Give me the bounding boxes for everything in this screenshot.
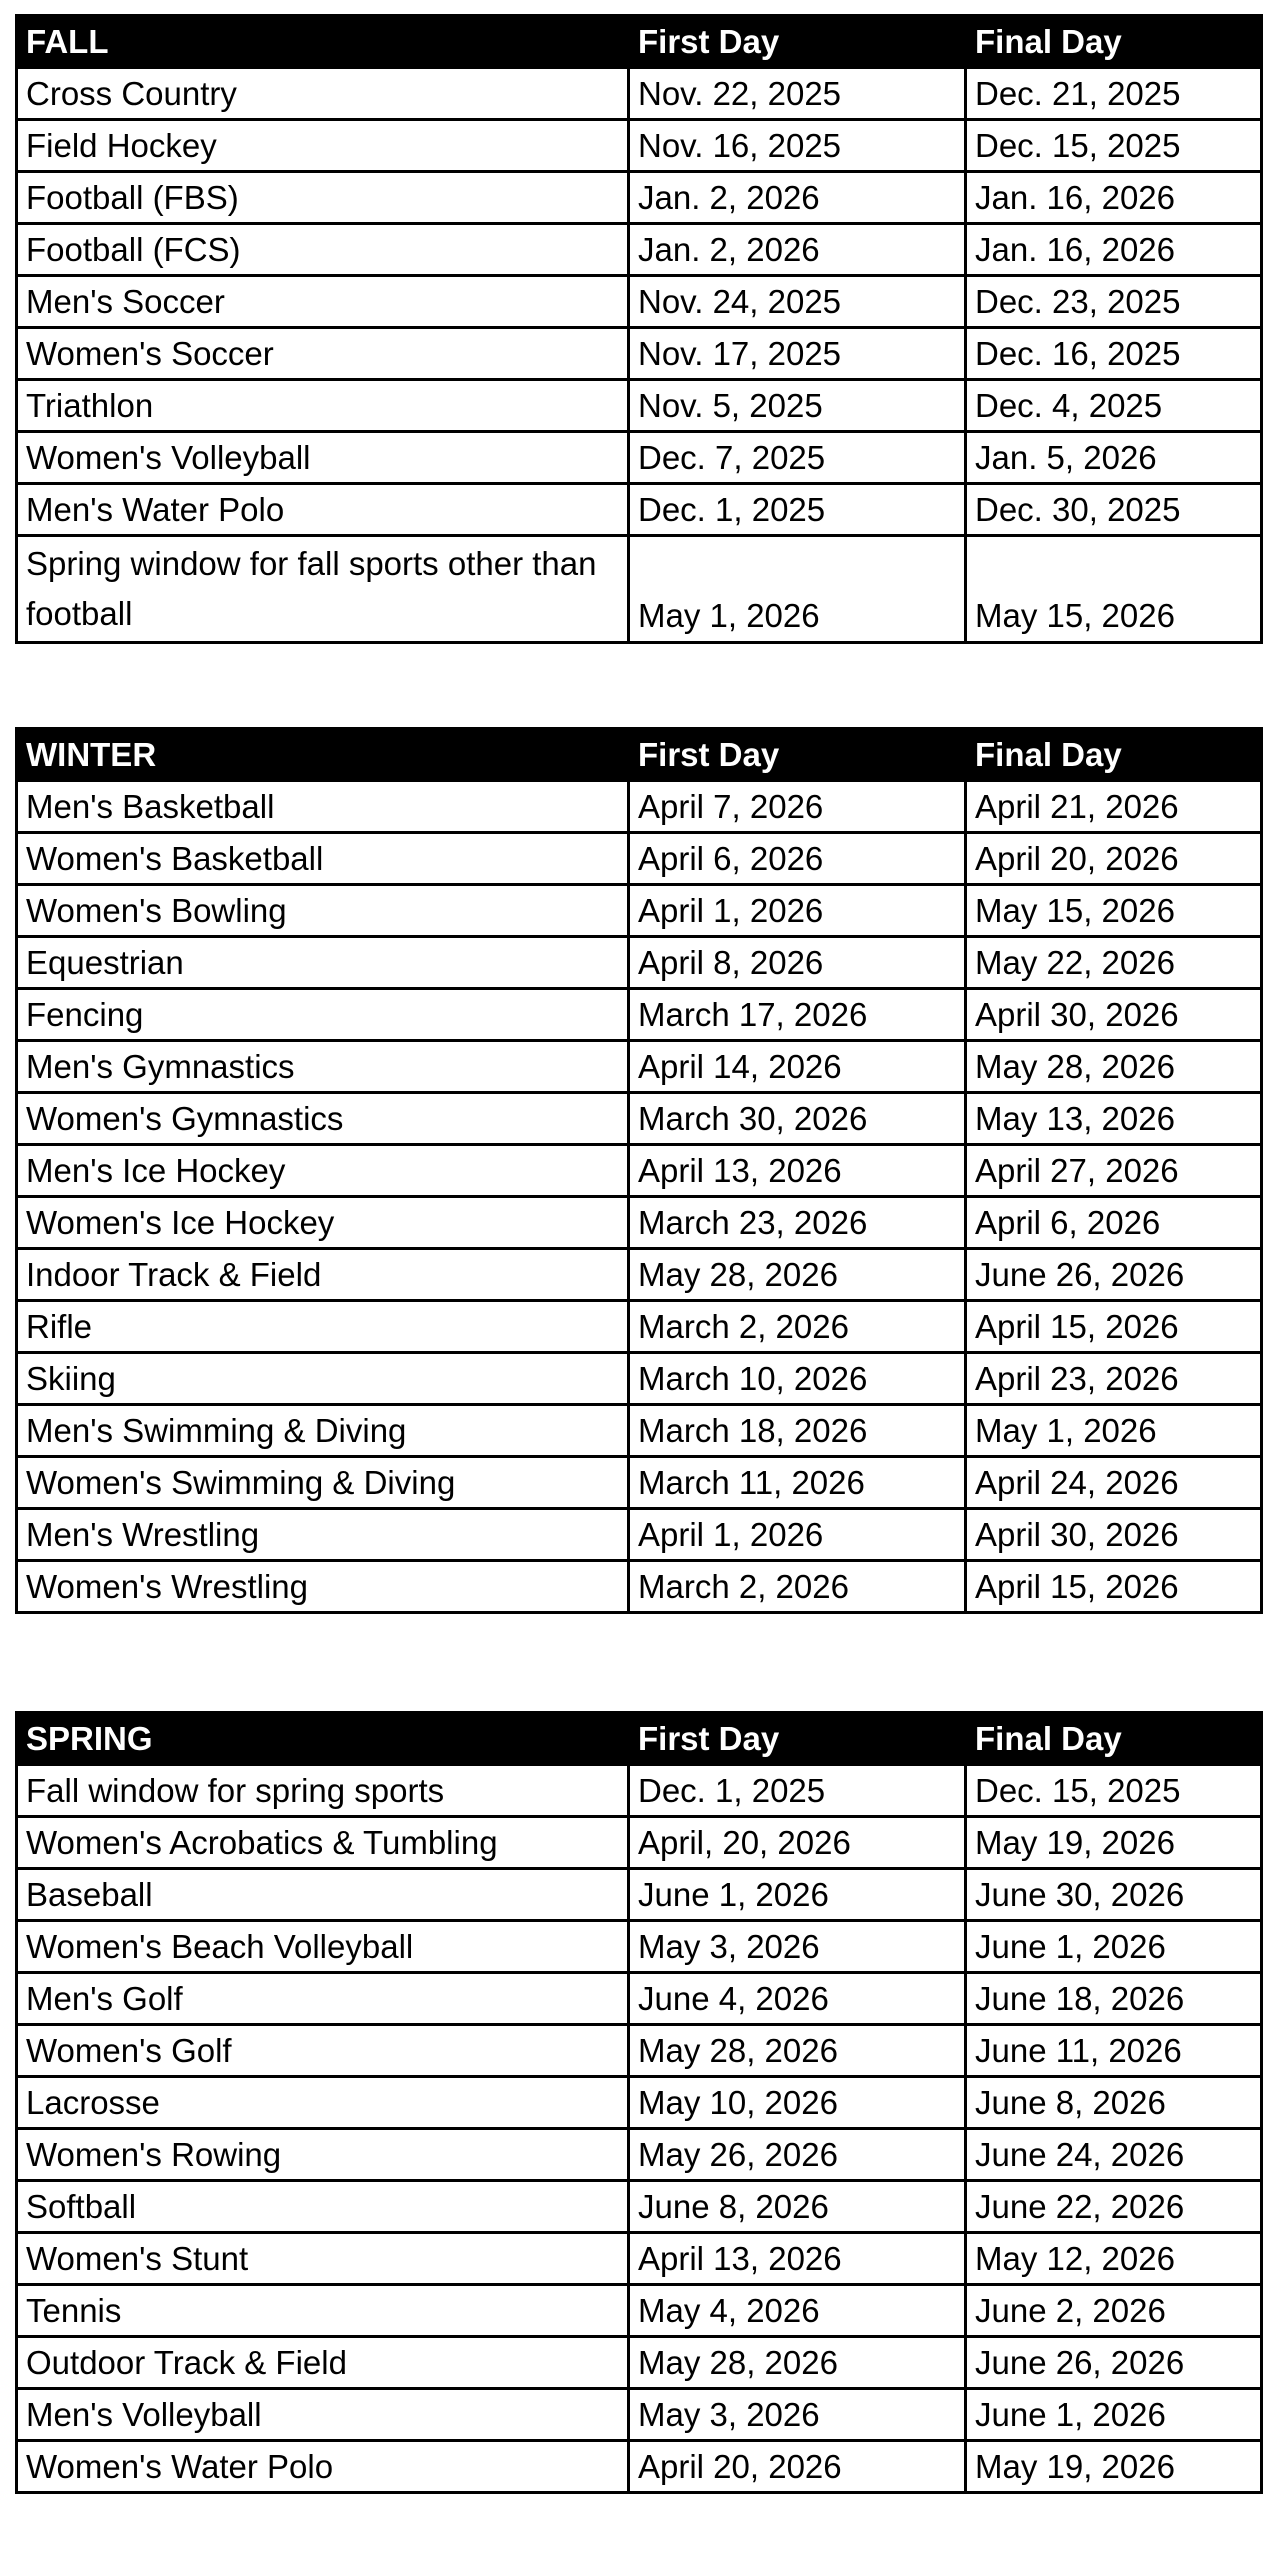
- sport-name-cell: Skiing: [17, 1353, 629, 1405]
- table-row: [17, 937, 1262, 989]
- first-day-cell: Nov. 24, 2025: [629, 276, 966, 328]
- first-day-cell: April 8, 2026: [629, 937, 966, 989]
- first-day-cell: April 14, 2026: [629, 1041, 966, 1093]
- table-row: [17, 328, 1262, 380]
- table-row: [17, 2077, 1262, 2129]
- first-day-cell: Nov. 5, 2025: [629, 380, 966, 432]
- final-day-cell: June 22, 2026: [966, 2181, 1262, 2233]
- winter-schedule-table: [15, 727, 1263, 1614]
- first-day-cell: May 26, 2026: [629, 2129, 966, 2181]
- table-row: [17, 1093, 1262, 1145]
- first-day-heading: First Day: [629, 1713, 966, 1765]
- final-day-cell: June 8, 2026: [966, 2077, 1262, 2129]
- table-row: [17, 2441, 1262, 2493]
- final-day-cell: June 24, 2026: [966, 2129, 1262, 2181]
- sport-name-cell: Women's Stunt: [17, 2233, 629, 2285]
- first-day-cell: June 4, 2026: [629, 1973, 966, 2025]
- table-row: [17, 380, 1262, 432]
- table-row: [17, 1817, 1262, 1869]
- fall-schedule-table: [15, 14, 1263, 644]
- first-day-cell: May 3, 2026: [629, 1921, 966, 1973]
- final-day-cell: May 19, 2026: [966, 2441, 1262, 2493]
- first-day-heading: First Day: [629, 729, 966, 781]
- first-day-cell: March 30, 2026: [629, 1093, 966, 1145]
- sport-name-cell: Spring window for fall sports other than football: [17, 536, 629, 643]
- first-day-cell: March 2, 2026: [629, 1301, 966, 1353]
- sport-name-cell: Fall window for spring sports: [17, 1765, 629, 1817]
- sport-name-cell: Men's Basketball: [17, 781, 629, 833]
- final-day-cell: May 15, 2026: [966, 885, 1262, 937]
- final-day-cell: April 21, 2026: [966, 781, 1262, 833]
- final-day-cell: April 15, 2026: [966, 1301, 1262, 1353]
- first-day-cell: April, 20, 2026: [629, 1817, 966, 1869]
- sport-name-cell: Women's Bowling: [17, 885, 629, 937]
- first-day-cell: April 20, 2026: [629, 2441, 966, 2493]
- sport-name-cell: Cross Country: [17, 68, 629, 120]
- final-day-cell: May 13, 2026: [966, 1093, 1262, 1145]
- sport-name-cell: Outdoor Track & Field: [17, 2337, 629, 2389]
- sport-name-cell: Men's Swimming & Diving: [17, 1405, 629, 1457]
- winter-table-body: [17, 781, 1262, 1613]
- sport-name-cell: Women's Water Polo: [17, 2441, 629, 2493]
- table-row: [17, 120, 1262, 172]
- sport-name-cell: Women's Acrobatics & Tumbling: [17, 1817, 629, 1869]
- final-day-cell: May 1, 2026: [966, 1405, 1262, 1457]
- sport-name-cell: Men's Gymnastics: [17, 1041, 629, 1093]
- final-day-cell: April 30, 2026: [966, 1509, 1262, 1561]
- first-day-cell: March 17, 2026: [629, 989, 966, 1041]
- table-row: [17, 484, 1262, 536]
- final-day-cell: Dec. 15, 2025: [966, 1765, 1262, 1817]
- table-row: [17, 1869, 1262, 1921]
- table-row: [17, 1041, 1262, 1093]
- final-day-cell: June 26, 2026: [966, 2337, 1262, 2389]
- final-day-heading: Final Day: [966, 729, 1262, 781]
- final-day-cell: Dec. 30, 2025: [966, 484, 1262, 536]
- table-row: [17, 1197, 1262, 1249]
- table-row: [17, 1405, 1262, 1457]
- table-row: [17, 885, 1262, 937]
- sport-name-cell: Indoor Track & Field: [17, 1249, 629, 1301]
- table-row: [17, 224, 1262, 276]
- table-row: [17, 1457, 1262, 1509]
- table-row: [17, 2389, 1262, 2441]
- first-day-cell: March 2, 2026: [629, 1561, 966, 1613]
- first-day-cell: March 23, 2026: [629, 1197, 966, 1249]
- season-heading: SPRING: [17, 1713, 629, 1765]
- final-day-cell: April 27, 2026: [966, 1145, 1262, 1197]
- table-row: [17, 2337, 1262, 2389]
- first-day-cell: May 4, 2026: [629, 2285, 966, 2337]
- final-day-cell: June 26, 2026: [966, 1249, 1262, 1301]
- sport-name-cell: Men's Volleyball: [17, 2389, 629, 2441]
- final-day-cell: May 22, 2026: [966, 937, 1262, 989]
- sport-name-cell: Women's Gymnastics: [17, 1093, 629, 1145]
- table-row: [17, 2233, 1262, 2285]
- final-day-cell: Jan. 16, 2026: [966, 224, 1262, 276]
- final-day-cell: Jan. 5, 2026: [966, 432, 1262, 484]
- first-day-cell: March 10, 2026: [629, 1353, 966, 1405]
- first-day-cell: May 3, 2026: [629, 2389, 966, 2441]
- final-day-cell: April 24, 2026: [966, 1457, 1262, 1509]
- season-heading: WINTER: [17, 729, 629, 781]
- final-day-cell: Dec. 16, 2025: [966, 328, 1262, 380]
- first-day-cell: Nov. 16, 2025: [629, 120, 966, 172]
- sport-name-cell: Women's Soccer: [17, 328, 629, 380]
- table-row: [17, 1973, 1262, 2025]
- sport-name-cell: Men's Wrestling: [17, 1509, 629, 1561]
- sport-name-cell: Triathlon: [17, 380, 629, 432]
- sport-name-cell: Women's Basketball: [17, 833, 629, 885]
- final-day-cell: Dec. 21, 2025: [966, 68, 1262, 120]
- sport-name-cell: Equestrian: [17, 937, 629, 989]
- first-day-cell: Nov. 17, 2025: [629, 328, 966, 380]
- table-row: [17, 536, 1262, 643]
- final-day-cell: Dec. 23, 2025: [966, 276, 1262, 328]
- first-day-cell: April 13, 2026: [629, 2233, 966, 2285]
- final-day-cell: April 30, 2026: [966, 989, 1262, 1041]
- spring-schedule-table: [15, 1711, 1263, 2494]
- table-row: [17, 833, 1262, 885]
- final-day-cell: April 20, 2026: [966, 833, 1262, 885]
- table-header-row: [17, 1713, 1262, 1765]
- first-day-cell: April 7, 2026: [629, 781, 966, 833]
- first-day-cell: Dec. 1, 2025: [629, 484, 966, 536]
- final-day-cell: June 11, 2026: [966, 2025, 1262, 2077]
- table-row: [17, 276, 1262, 328]
- sport-name-cell: Men's Ice Hockey: [17, 1145, 629, 1197]
- table-row: [17, 1561, 1262, 1613]
- sport-name-cell: Softball: [17, 2181, 629, 2233]
- table-row: [17, 2181, 1262, 2233]
- table-row: [17, 1249, 1262, 1301]
- final-day-cell: June 30, 2026: [966, 1869, 1262, 1921]
- first-day-cell: Dec. 7, 2025: [629, 432, 966, 484]
- sport-name-cell: Women's Swimming & Diving: [17, 1457, 629, 1509]
- sport-name-cell: Football (FCS): [17, 224, 629, 276]
- sport-name-cell: Men's Soccer: [17, 276, 629, 328]
- table-row: [17, 172, 1262, 224]
- first-day-cell: April 1, 2026: [629, 1509, 966, 1561]
- table-row: [17, 1301, 1262, 1353]
- first-day-cell: April 1, 2026: [629, 885, 966, 937]
- final-day-cell: June 18, 2026: [966, 1973, 1262, 2025]
- first-day-cell: May 28, 2026: [629, 2025, 966, 2077]
- final-day-cell: May 15, 2026: [966, 536, 1262, 643]
- final-day-cell: Dec. 4, 2025: [966, 380, 1262, 432]
- table-row: [17, 2025, 1262, 2077]
- sport-name-cell: Rifle: [17, 1301, 629, 1353]
- table-row: [17, 1921, 1262, 1973]
- sport-name-cell: Field Hockey: [17, 120, 629, 172]
- first-day-cell: June 1, 2026: [629, 1869, 966, 1921]
- final-day-cell: April 23, 2026: [966, 1353, 1262, 1405]
- first-day-cell: April 6, 2026: [629, 833, 966, 885]
- table-row: [17, 989, 1262, 1041]
- first-day-cell: May 28, 2026: [629, 2337, 966, 2389]
- sport-name-cell: Lacrosse: [17, 2077, 629, 2129]
- sport-name-cell: Women's Wrestling: [17, 1561, 629, 1613]
- sport-name-cell: Baseball: [17, 1869, 629, 1921]
- spring-table-body: [17, 1765, 1262, 2493]
- final-day-cell: June 1, 2026: [966, 1921, 1262, 1973]
- table-row: [17, 1765, 1262, 1817]
- first-day-cell: May 1, 2026: [629, 536, 966, 643]
- sport-name-cell: Fencing: [17, 989, 629, 1041]
- final-day-heading: Final Day: [966, 1713, 1262, 1765]
- table-header-row: [17, 729, 1262, 781]
- table-row: [17, 68, 1262, 120]
- first-day-cell: May 10, 2026: [629, 2077, 966, 2129]
- sport-name-cell: Women's Volleyball: [17, 432, 629, 484]
- first-day-cell: April 13, 2026: [629, 1145, 966, 1197]
- first-day-cell: Jan. 2, 2026: [629, 172, 966, 224]
- final-day-cell: May 12, 2026: [966, 2233, 1262, 2285]
- sport-name-cell: Women's Beach Volleyball: [17, 1921, 629, 1973]
- final-day-cell: June 2, 2026: [966, 2285, 1262, 2337]
- sport-name-cell: Men's Golf: [17, 1973, 629, 2025]
- final-day-cell: June 1, 2026: [966, 2389, 1262, 2441]
- first-day-cell: June 8, 2026: [629, 2181, 966, 2233]
- table-row: [17, 1353, 1262, 1405]
- first-day-cell: Nov. 22, 2025: [629, 68, 966, 120]
- table-row: [17, 781, 1262, 833]
- table-row: [17, 2129, 1262, 2181]
- table-row: [17, 1509, 1262, 1561]
- first-day-cell: March 11, 2026: [629, 1457, 966, 1509]
- first-day-cell: March 18, 2026: [629, 1405, 966, 1457]
- sport-name-cell: Tennis: [17, 2285, 629, 2337]
- first-day-heading: First Day: [629, 16, 966, 68]
- table-row: [17, 432, 1262, 484]
- sport-name-cell: Women's Golf: [17, 2025, 629, 2077]
- final-day-cell: Dec. 15, 2025: [966, 120, 1262, 172]
- final-day-cell: April 15, 2026: [966, 1561, 1262, 1613]
- final-day-cell: April 6, 2026: [966, 1197, 1262, 1249]
- first-day-cell: Dec. 1, 2025: [629, 1765, 966, 1817]
- sport-name-cell: Women's Rowing: [17, 2129, 629, 2181]
- table-header-row: [17, 16, 1262, 68]
- table-row: [17, 1145, 1262, 1197]
- sport-name-cell: Football (FBS): [17, 172, 629, 224]
- sport-name-cell: Men's Water Polo: [17, 484, 629, 536]
- first-day-cell: Jan. 2, 2026: [629, 224, 966, 276]
- final-day-cell: Jan. 16, 2026: [966, 172, 1262, 224]
- sport-name-cell: Women's Ice Hockey: [17, 1197, 629, 1249]
- final-day-cell: May 19, 2026: [966, 1817, 1262, 1869]
- first-day-cell: May 28, 2026: [629, 1249, 966, 1301]
- final-day-cell: May 28, 2026: [966, 1041, 1262, 1093]
- final-day-heading: Final Day: [966, 16, 1262, 68]
- table-row: [17, 2285, 1262, 2337]
- fall-table-body: [17, 68, 1262, 643]
- season-heading: FALL: [17, 16, 629, 68]
